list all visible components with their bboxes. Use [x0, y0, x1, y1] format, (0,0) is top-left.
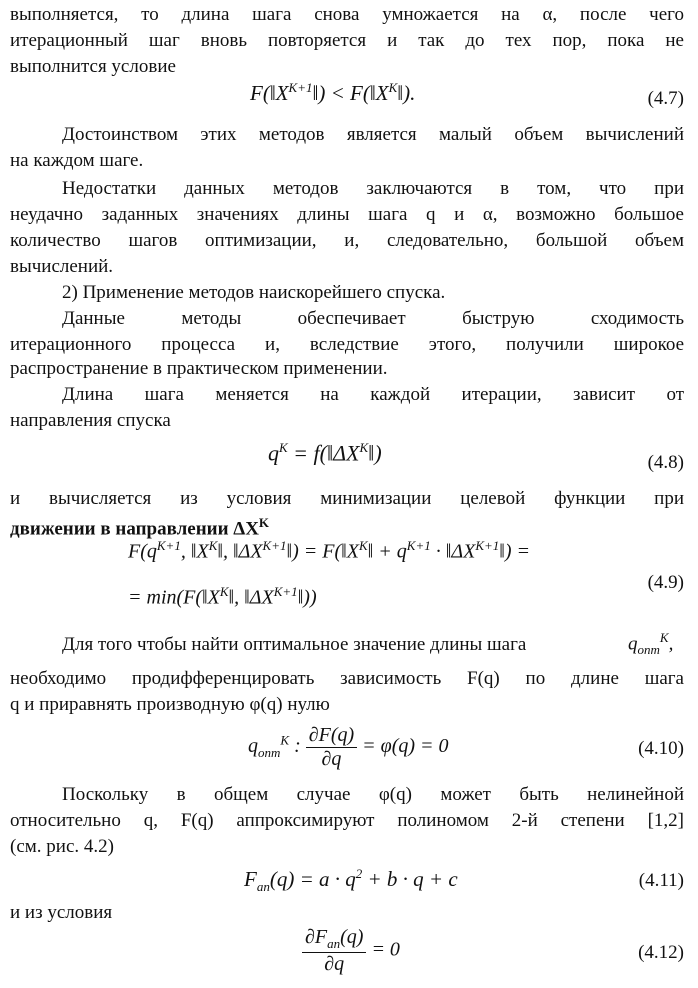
text-line: и вычисляется из условия минимизации целевой функции при [10, 488, 684, 509]
text-line: выполнится условие [10, 56, 176, 77]
text-fragment: движении в направлении ΔX [10, 518, 259, 540]
text-line: необходимо продифференцировать зависимость F(q) по длине шага [10, 668, 684, 689]
equation-number: (4.9) [647, 572, 684, 593]
equation-number: (4.7) [647, 88, 684, 109]
text-line: Данные методы обеспечивает быструю сходимость [62, 308, 684, 329]
equation-4-9-line1: $F(q^{K+1}$, $‖X^K‖$, $‖\Delta X^{K+1}‖$) = $F(‖X^K‖ + q^{K+1}$ · $‖\Delta X^{K+1}‖$) = [128, 538, 531, 563]
text-line: на каждом шаге. [10, 150, 144, 171]
text-line: относительно q, F(q) аппроксимируют полиномом 2-й степени [1,2] [10, 810, 684, 831]
text-line: распространение в практическом применении. [10, 358, 388, 379]
equation-4-12: $\frac{\partial F_{ап}(q)}{\partial q}$ = 0 [302, 926, 400, 976]
text-line: Длина шага меняется на каждой итерации, зависит от [62, 384, 684, 405]
text-line: движении в направлении $\Delta X^K$ [10, 515, 270, 540]
text-line: и из условия [10, 902, 113, 923]
text-line: итерационный шаг вновь повторяется и так до тех пор, пока не [10, 30, 684, 51]
text-line: Недостатки данных методов заключаются в том, что при [62, 178, 684, 199]
text-line: Достоинством этих методов является малый объем вычислений [62, 124, 684, 145]
equation-4-11: $F_{ап}(q) = a \cdot q^2 + b \cdot q + c$ [244, 866, 458, 895]
text-line: выполняется, то длина шага снова умножается на α, после чего [10, 4, 684, 25]
equation-4-9-line2: = $\min(F(‖X^K‖$, $‖\Delta X^{K+1}‖$)) [128, 584, 317, 609]
equation-number: (4.11) [638, 870, 684, 891]
text-line: Поскольку в общем случае φ(q) может быть нелинейной [62, 784, 684, 805]
text-line: итерационного процесса и, вследствие этого, получили широкое [10, 334, 684, 355]
section-heading: 2) Применение методов наискорейшего спуска. [62, 282, 446, 303]
equation-4-7: $F(‖X^{K+1}‖)$ < $F(‖X^K‖)$. [250, 80, 416, 105]
equation-number: (4.12) [638, 942, 684, 963]
text-line: Для того чтобы найти оптимальное значение длины шага [62, 634, 527, 655]
text-line: направления спуска [10, 410, 171, 431]
text-line: неудачно заданных значениях длины шага q и α, возможно большое [10, 204, 684, 225]
equation-4-10: $q_{опт}^K$ : $\frac{\partial F(q)}{\partial q}$ = φ(q) = 0 [248, 724, 449, 770]
q-opt-symbol: $q_{опт}^K$, [628, 630, 674, 658]
text-line: вычислений. [10, 256, 114, 277]
text-line: q и приравнять производную φ(q) нулю [10, 694, 330, 715]
equation-number: (4.10) [638, 738, 684, 759]
equation-number: (4.8) [647, 452, 684, 473]
text-line: количество шагов оптимизации, и, следовательно, большой объем [10, 230, 684, 251]
text-line: (см. рис. 4.2) [10, 836, 114, 857]
equation-4-8: $q^K$ = $f(‖\Delta X^K‖)$ [268, 440, 382, 466]
